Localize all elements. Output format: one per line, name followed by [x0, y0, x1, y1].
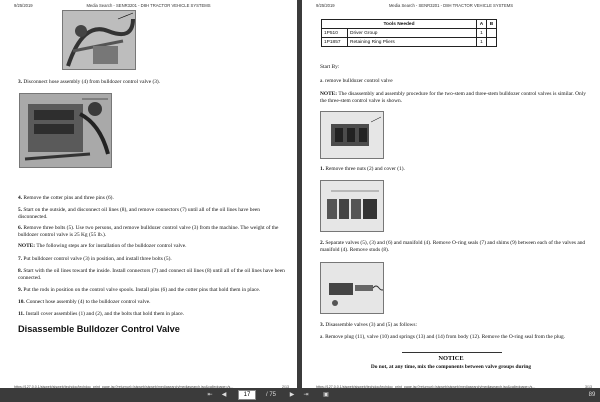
right-step-2: 2. Separate valves (5), (3) and (6) and manifold (4). Remove O-ring seals (7) and shims (9) between each of the valves and manifold (4). Remove studs (8).	[320, 240, 586, 253]
top-photo	[62, 10, 136, 70]
section-title: Disassemble Bulldozer Control Valve	[18, 324, 180, 334]
left-step-7: 7. Put bulldozer control valve (3) in position, and install three bolts (5).	[18, 256, 172, 262]
valve-cover-image	[321, 112, 384, 159]
left-step-3: 3. Disconnect hose assembly (4) from bulldozer control valve (3).	[18, 79, 161, 85]
notice-title: NOTICE	[438, 355, 464, 362]
left-note: NOTE: The following steps are for installation of the bulldozer control valve.	[18, 243, 187, 249]
start-by: Start By:	[320, 64, 340, 70]
right-page	[302, 0, 600, 388]
left-step-10: 10. Connect hose assembly (4) to the bulldozer control valve.	[18, 299, 151, 305]
right-step-3a: a. Remove plug (11), valve (10) and springs (13) and (14) from body (12). Remove the O-ring seal from the plug.	[320, 334, 566, 340]
table-row	[322, 38, 497, 47]
valve-photo	[19, 93, 112, 168]
zoom-hint: 89	[588, 392, 596, 398]
bulldozer-valve-photo	[20, 94, 112, 168]
table-header-row	[322, 20, 497, 29]
quantity-b	[487, 29, 497, 38]
valve-parts-image	[321, 263, 384, 314]
header-title: Media Search - SENR3201 - D8H TRACTOR VEHICLE SYSTEMS	[388, 3, 514, 8]
tools-table-title: Tools Needed	[322, 20, 477, 29]
right-step-1: 1. Remove three nuts (2) and cover (1).	[320, 166, 405, 172]
valve-parts-photo	[320, 262, 384, 314]
right-note: NOTE: The disassembly and assembly procedure for the two-stem and three-stem bulldozer control valves is similar. Only the three-stem control valve is shown.	[320, 91, 586, 104]
header-date: 9/25/2019	[14, 3, 33, 8]
footer-page-number: 2/13	[282, 385, 289, 388]
last-page-icon[interactable]: ⇥	[303, 392, 309, 398]
part-number: 1P510	[322, 29, 348, 38]
tool-name: Retaining Ring Pliers	[348, 38, 477, 47]
page-number-input[interactable]: 17	[238, 390, 256, 400]
quantity-a: 1	[477, 29, 487, 38]
left-step-11: 11. Install cover assemblies (1) and (2), and the bolts that hold them in place.	[18, 311, 185, 317]
left-step-9: 9. Put the rods in position on the control valve spools. Install pins (6) and the cotter pins that hold them in place.	[18, 287, 261, 293]
valve-cover-photo	[320, 111, 384, 159]
table-row	[322, 29, 497, 38]
part-number: 1P1857	[322, 38, 348, 47]
separated-valves-image	[321, 181, 384, 232]
start-by-a: a. remove bulldozer control valve	[320, 78, 393, 84]
header-title: Media Search - SENR3201 - D8H TRACTOR VEHICLE SYSTEMS	[86, 3, 211, 8]
quantity-b	[487, 38, 497, 47]
notice-text: Do not, at any time, mix the components between valve groups during	[370, 364, 532, 370]
viewer-toolbar	[0, 388, 600, 402]
first-page-icon[interactable]: ⇤	[207, 392, 213, 398]
tools-needed-table	[321, 19, 497, 47]
column-a-header: A	[477, 20, 487, 29]
footer-page-number: 3/13	[585, 385, 592, 388]
footer-url: https://127.0.0.1/sisweb/sisweb/techdoc/techdoc_print_page.jsp?returnurl=/sisweb/sisweb/mediasearch/mediasearch.jsp&calledpage=/s...	[316, 385, 536, 388]
left-step-8: 8. Start with the oil lines toward the inside. Install connectors (7) and connect oil lines (8) until all of the oil lines have been connected.	[18, 268, 285, 281]
next-page-icon[interactable]: ▶	[289, 392, 295, 398]
left-page	[0, 0, 297, 388]
valve-hose-photo	[63, 11, 136, 70]
right-step-3: 3. Disassemble valves (3) and (5) as follows:	[320, 322, 418, 328]
column-b-header: B	[487, 20, 497, 29]
left-step-5: 5. Start on the outside, and disconnect oil lines (8), and remove connectors (7) until all of the oil lines have been disconnected.	[18, 207, 260, 220]
footer-url: https://127.0.0.1/sisweb/sisweb/techdoc/techdoc_print_page.jsp?returnurl=/sisweb/sisweb/mediasearch/mediasearch.jsp&calledpage=/s...	[14, 385, 234, 388]
separated-valves-photo	[320, 180, 384, 232]
left-step-6: 6. Remove three bolts (5). Use two persons, and remove bulldozer control valve (3) from the machine. The weight of the bulldozer control valve is 25 Kg (55 lb.).	[18, 225, 279, 238]
header-date: 9/25/2019	[316, 3, 335, 8]
notice-divider	[402, 352, 502, 353]
total-pages: / 75	[265, 392, 276, 398]
left-step-4: 4. Remove the cotter pins and three pins (6).	[18, 195, 114, 201]
previous-page-icon[interactable]: ◀	[221, 392, 227, 398]
fit-page-icon[interactable]: ▣	[323, 392, 329, 398]
tool-name: Driver Group	[348, 29, 477, 38]
quantity-a: 1	[477, 38, 487, 47]
